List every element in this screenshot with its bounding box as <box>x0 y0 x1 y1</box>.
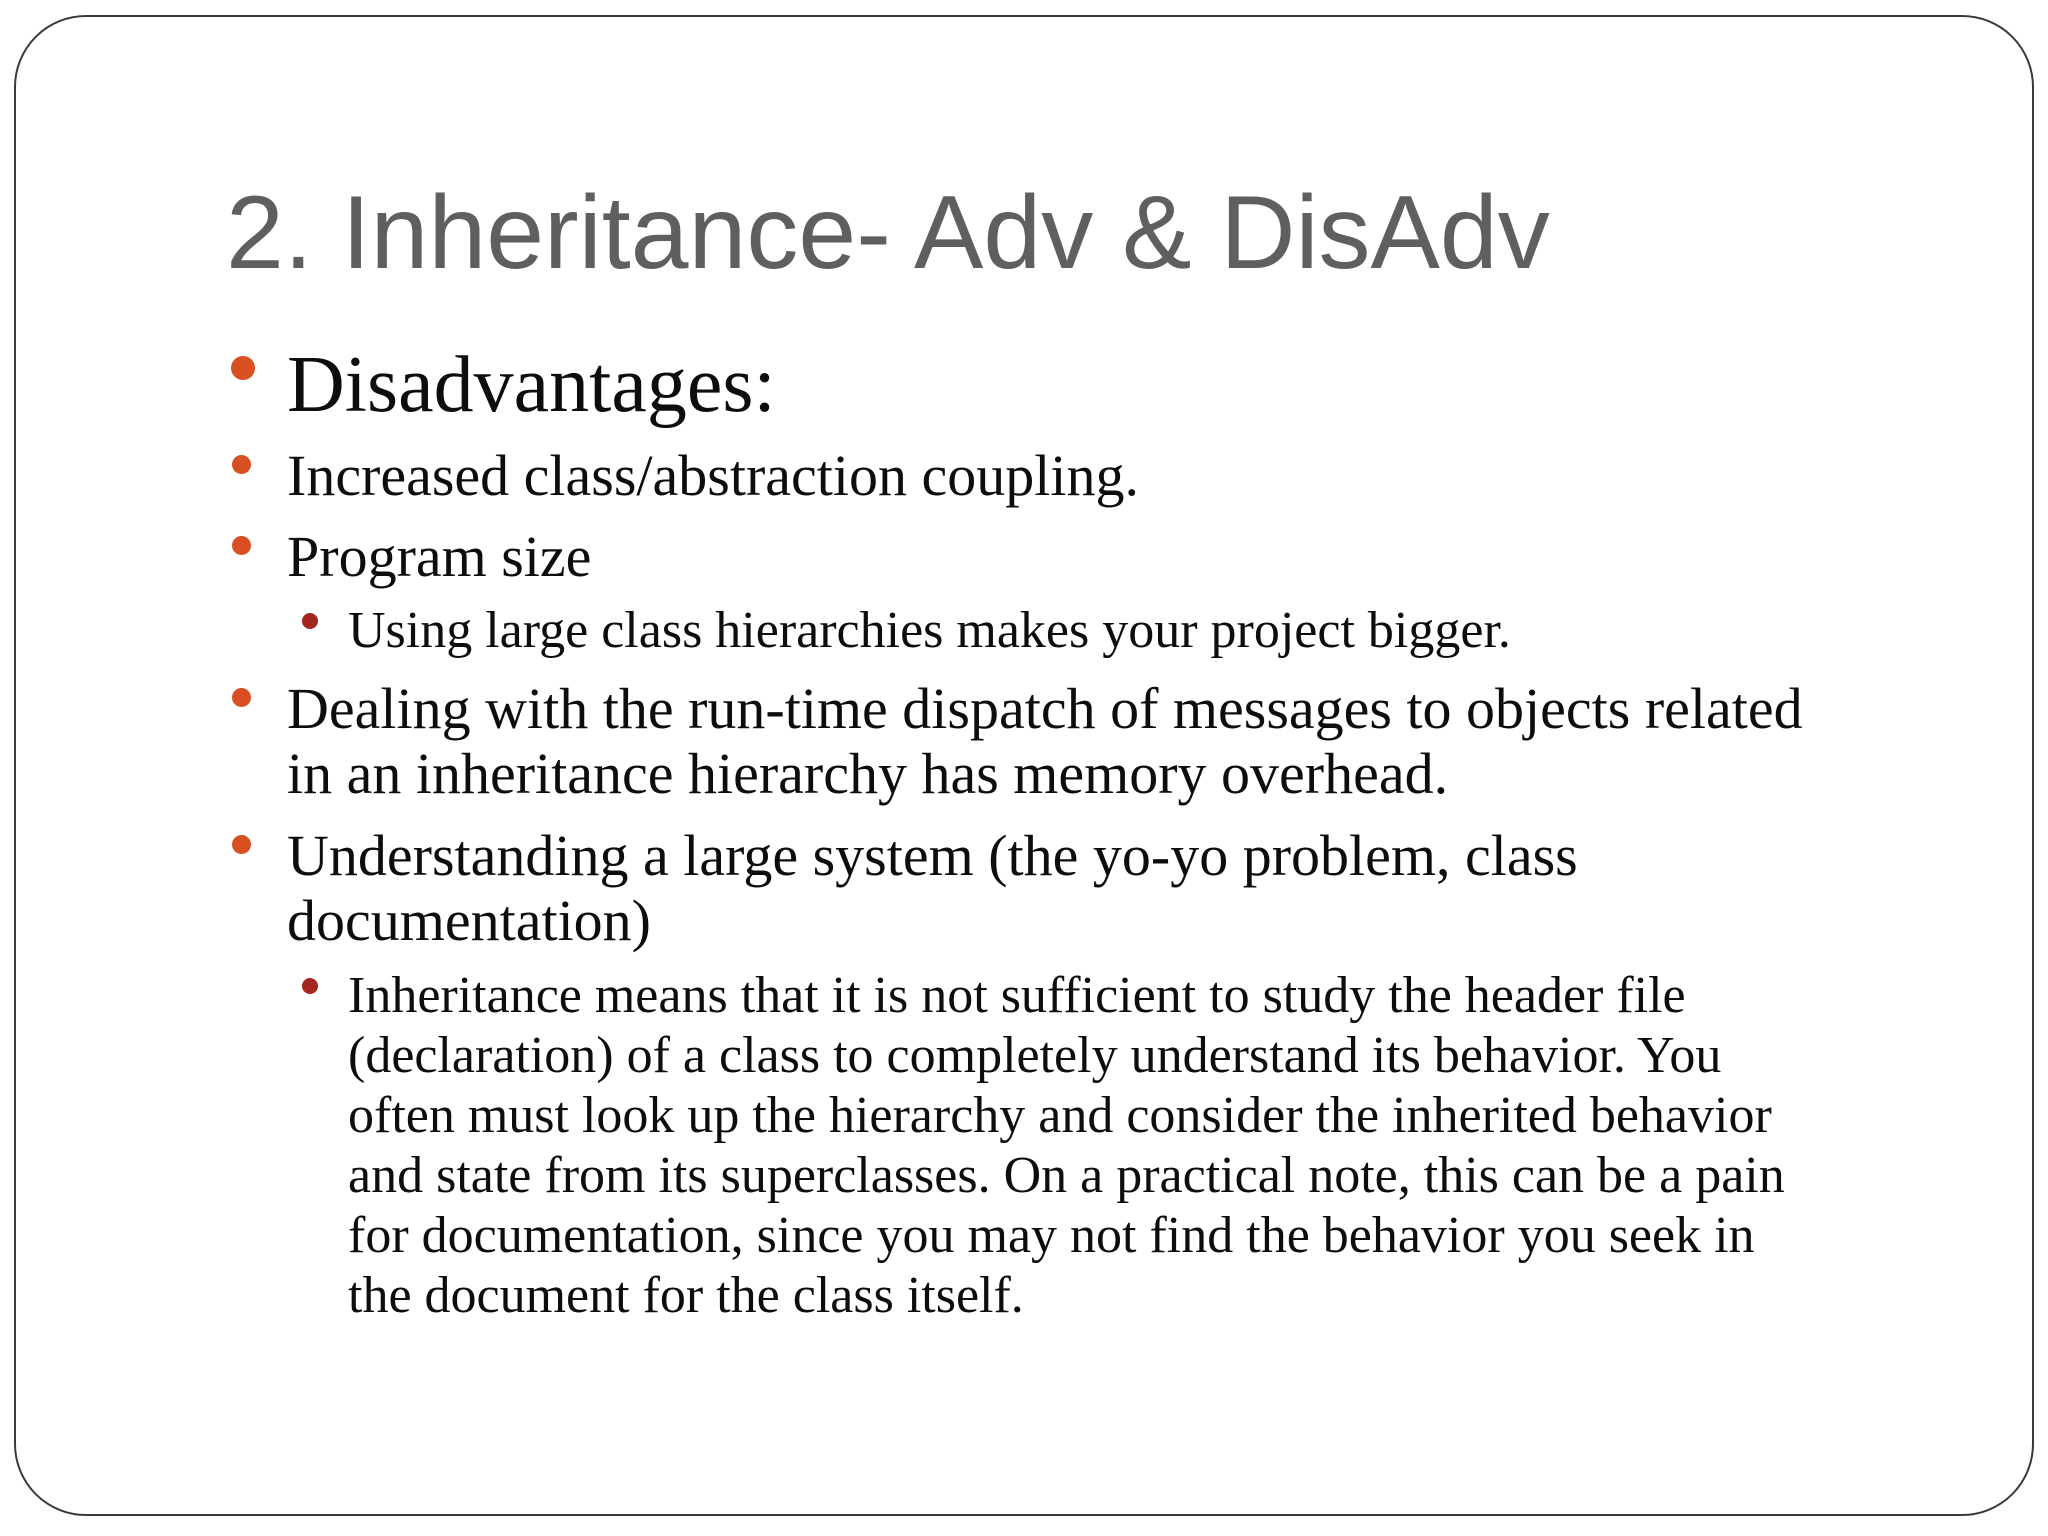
bullet-item-text: Program size <box>287 524 592 589</box>
sub-bullet-item-line: the document for the class itself. <box>348 1267 1024 1324</box>
sub-bullet-item-line: for documentation, since you may not find the behavior you seek in <box>348 1207 1755 1264</box>
sub-bullet-item-line: often must look up the hierarchy and consider the inherited behavior <box>348 1087 1772 1144</box>
sub-bullet-item-line: and state from its superclasses. On a practical note, this can be a pain <box>348 1147 1785 1204</box>
bullet-dot-icon <box>232 455 251 474</box>
sub-bullet-item-text: Using large class hierarchies makes your project bigger. <box>348 602 1511 659</box>
sub-bullet-dot-icon <box>302 978 318 994</box>
bullet-heading <box>287 340 776 430</box>
bullet-item-line: Understanding a large system (the yo-yo problem, class <box>287 823 1578 888</box>
bullet-item-program-size <box>287 524 591 589</box>
sub-bullet-item-line: (declaration) of a class to completely understand its behavior. You <box>348 1027 1722 1084</box>
bullet-item-coupling <box>287 443 1139 508</box>
bullet-dot-icon <box>232 536 251 555</box>
sub-bullet-item-inheritance-means <box>348 966 1785 1326</box>
bullet-heading-text: Disadvantages: <box>287 341 776 429</box>
sub-bullet-item-hierarchies <box>348 601 1511 661</box>
bullet-item-text: Increased class/abstraction coupling. <box>287 443 1139 508</box>
bullet-item-dispatch <box>287 676 1803 806</box>
bullet-item-understanding <box>287 823 1578 953</box>
bullet-item-line: Dealing with the run-time dispatch of messages to objects related <box>287 676 1803 741</box>
bullet-item-line: in an inheritance hierarchy has memory overhead. <box>287 741 1449 806</box>
bullet-dot-icon <box>232 835 251 854</box>
sub-bullet-dot-icon <box>302 613 318 629</box>
sub-bullet-item-line: Inheritance means that it is not sufficient to study the header file <box>348 967 1686 1024</box>
bullet-item-line: documentation) <box>287 888 652 953</box>
bullet-dot-icon <box>231 356 255 380</box>
bullet-dot-icon <box>232 688 251 707</box>
slide-title: 2. Inheritance- Adv & DisAdv <box>226 175 1550 291</box>
